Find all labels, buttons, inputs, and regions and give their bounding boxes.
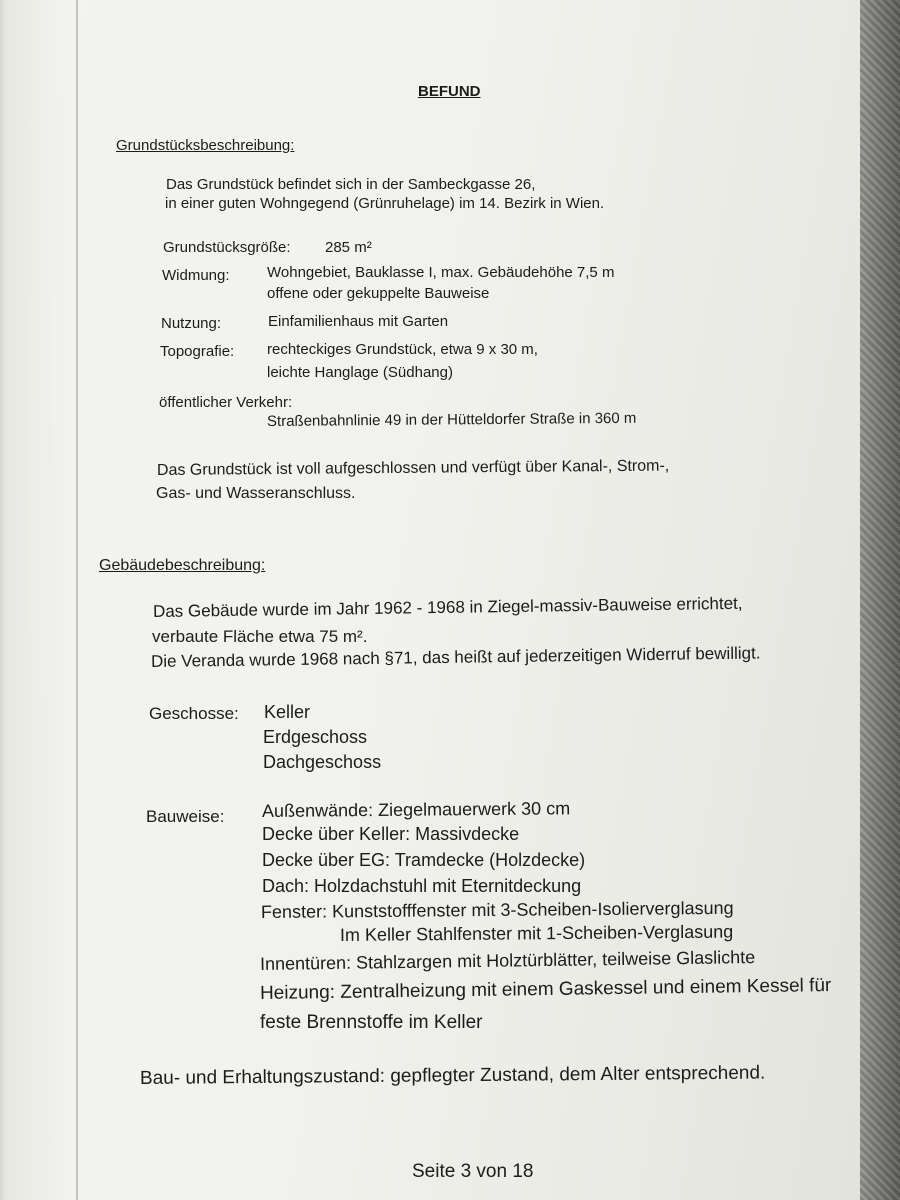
page-edge-shadow xyxy=(0,0,70,1200)
nutzung-value: Einfamilienhaus mit Garten xyxy=(268,313,449,330)
gebaeude-intro-line1: Das Gebäude wurde im Jahr 1962 - 1968 in Ziegel-massiv-Bauweise errichtet, xyxy=(152,593,743,621)
verkehr-value: Straßenbahnlinie 49 in der Hütteldorfer Straße in 360 m xyxy=(266,409,637,430)
grundstueck-intro-line2: in einer guten Wohngegend (Grünruhelage) im 14. Bezirk in Wien. xyxy=(165,195,605,212)
widmung-line2: offene oder gekuppelte Bauweise xyxy=(267,285,490,302)
bauweise-item: Decke über EG: Tramdecke (Holzdecke) xyxy=(262,850,586,870)
background-fabric xyxy=(860,0,900,1200)
geschosse-label: Geschosse: xyxy=(149,704,239,723)
section-heading-gebaeude: Gebäudebeschreibung: xyxy=(99,557,266,574)
page-title: BEFUND xyxy=(418,83,481,100)
page-fold-line xyxy=(76,0,78,1200)
bauweise-item: Außenwände: Ziegelmauerwerk 30 cm xyxy=(261,798,571,821)
groesse-value: 285 m² xyxy=(325,239,372,256)
page-number: Seite 3 von 18 xyxy=(412,1161,534,1182)
widmung-line1: Wohngebiet, Bauklasse I, max. Gebäudehöhe 7,5 m xyxy=(267,264,615,281)
gebaeude-intro-line2: verbaute Fläche etwa 75 m². xyxy=(152,627,368,646)
grundstueck-intro-line1: Das Grundstück befindet sich in der Sambeckgasse 26, xyxy=(166,176,536,193)
section-heading-grundstueck: Grundstücksbeschreibung: xyxy=(116,137,295,154)
bauweise-item: feste Brennstoffe im Keller xyxy=(260,1012,483,1033)
widmung-label: Widmung: xyxy=(162,267,230,284)
topografie-line2: leichte Hanglage (Südhang) xyxy=(267,364,453,381)
gebaeude-intro-line3: Die Veranda wurde 1968 nach §71, das heißt auf jederzeitigen Widerruf bewilligt. xyxy=(150,643,761,671)
topografie-line1: rechteckiges Grundstück, etwa 9 x 30 m, xyxy=(267,341,538,358)
erhaltungszustand: Bau- und Erhaltungszustand: gepflegter Zustand, dem Alter entsprechend. xyxy=(139,1062,766,1089)
bauweise-item: Fenster: Kunststofffenster mit 3-Scheiben-Isolierverglasung xyxy=(260,897,734,922)
bauweise-item: Heizung: Zentralheizung mit einem Gaskessel und einem Kessel für xyxy=(259,975,832,1004)
bauweise-item: Dach: Holzdachstuhl mit Eternitdeckung xyxy=(262,876,582,896)
nutzung-label: Nutzung: xyxy=(161,315,222,332)
bauweise-item: Im Keller Stahlfenster mit 1-Scheiben-Verglasung xyxy=(339,921,734,945)
topografie-label: Topografie: xyxy=(160,343,235,360)
bauweise-item: Decke über Keller: Massivdecke xyxy=(262,824,520,844)
verkehr-label: öffentlicher Verkehr: xyxy=(159,394,293,411)
bauweise-label: Bauweise: xyxy=(146,807,225,826)
geschoss-item: Dachgeschoss xyxy=(263,752,382,772)
bauweise-item: Innentüren: Stahlzargen mit Holztürblätter, teilweise Glaslichte xyxy=(259,947,756,974)
groesse-label: Grundstücksgröße: xyxy=(163,239,291,256)
erschliessung-line2: Gas- und Wasseranschluss. xyxy=(156,485,356,502)
geschoss-item: Erdgeschoss xyxy=(263,727,368,747)
geschoss-item: Keller xyxy=(264,702,311,722)
erschliessung-line1: Das Grundstück ist voll aufgeschlossen und verfügt über Kanal-, Strom-, xyxy=(156,457,670,479)
